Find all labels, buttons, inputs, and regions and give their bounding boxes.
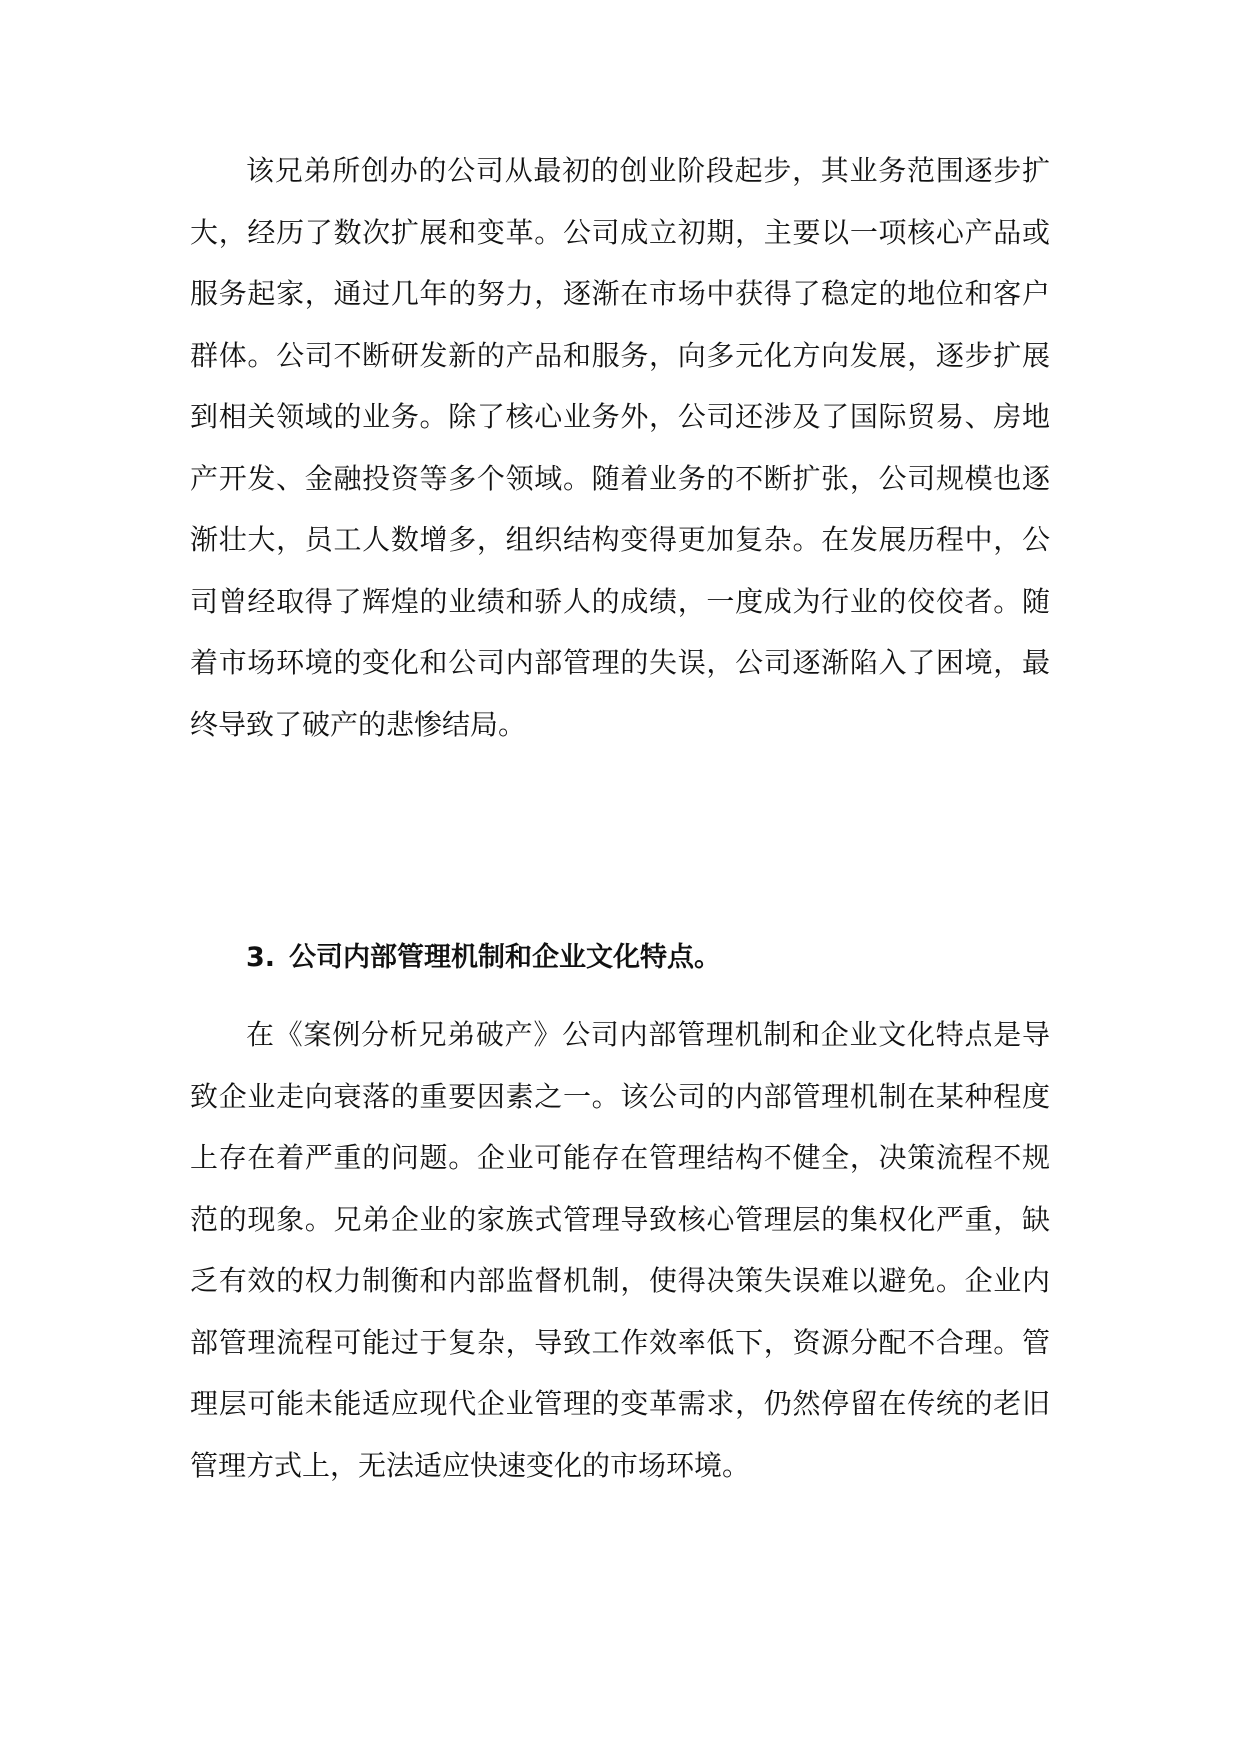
body-paragraph-company-history: 该兄弟所创办的公司从最初的创业阶段起步，其业务范围逐步扩大，经历了数次扩展和变革。公司成立初期，主要以一项核心产品或服务起家，通过几年的努力，逐渐在市场中获得了稳定的地位和客户群体。公司不断研发新的产品和服务，向多元化方向发展，逐步扩展到相关领域的业务。除了核心业务外，公司还涉及了国际贸易、房地产开发、金融投资等多个领域。随着业务的不断扩张，公司规模也逐渐壮大，员工人数增多，组织结构变得更加复杂。在发展历程中，公司曾经取得了辉煌的业绩和骄人的成绩，一度成为行业的佼佼者。随着市场环境的变化和公司内部管理的失误，公司逐渐陷入了困境，最终导致了破产的悲惨结局。	[190, 154, 1050, 741]
body-paragraph-management: 在《案例分析兄弟破产》公司内部管理机制和企业文化特点是导致企业走向衰落的重要因素之一。该公司的内部管理机制在某种程度上存在着严重的问题。企业可能存在管理结构不健全，决策流程不规范的现象。兄弟企业的家族式管理导致核心管理层的集权化严重，缺乏有效的权力制衡和内部监督机制，使得决策失误难以避免。企业内部管理流程可能过于复杂，导致工作效率低下，资源分配不合理。管理层可能未能适应现代企业管理的变革需求，仍然停留在传统的老旧管理方式上，无法适应快速变化的市场环境。	[190, 1018, 1050, 1482]
section-heading	[246, 938, 721, 978]
section-number: 3.	[246, 942, 276, 973]
section-title: 公司内部管理机制和企业文化特点。	[289, 942, 722, 973]
